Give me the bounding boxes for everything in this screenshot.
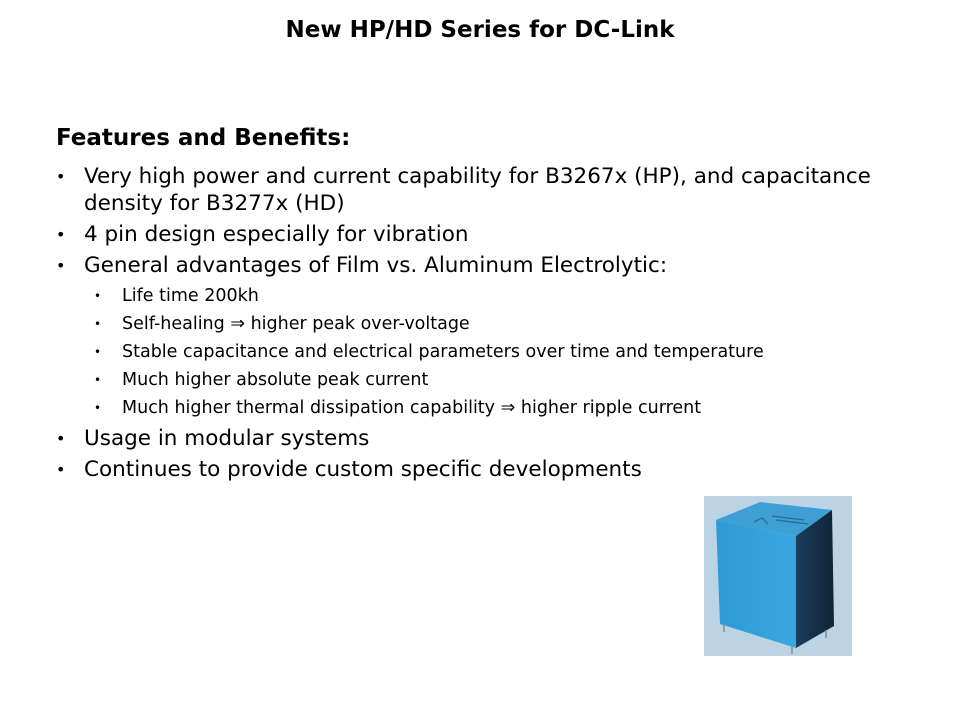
sub-bullet-item: • Stable capacitance and electrical parameters over time and temperature xyxy=(84,341,936,363)
sub-bullet-item: • Much higher thermal dissipation capability ⇒ higher ripple current xyxy=(84,397,936,419)
implies-arrow-icon: ⇒ xyxy=(500,398,516,418)
slide-title: New HP/HD Series for DC-Link xyxy=(285,17,675,43)
bullet-item: • Usage in modular systems xyxy=(56,425,936,452)
sub-bullet-list xyxy=(84,285,936,419)
bullet-item: • 4 pin design especially for vibration xyxy=(56,221,936,248)
capacitor-icon xyxy=(704,496,852,656)
bullet-item: • Continues to provide custom specific developments xyxy=(56,456,936,483)
sub-bullet-item: • Much higher absolute peak current xyxy=(84,369,936,391)
sub-bullet-item: • Self-healing ⇒ higher peak over-voltage xyxy=(84,313,936,335)
feature-list xyxy=(56,163,936,487)
bullet-item: • Very high power and current capability for B3267x (HP), and capacitance density for B3277x (HD) xyxy=(56,163,936,217)
bullet-item: • General advantages of Film vs. Aluminum Electrolytic: • Life time 200kh • Self-healing ⇒ higher peak over-voltage • Stable capacitance and electrical parameters over time and temperature • Much higher absolute peak current • Much higher thermal dissipation capability ⇒ higher ripple current xyxy=(56,252,936,419)
implies-arrow-icon: ⇒ xyxy=(230,314,246,334)
sub-bullet-item: • Life time 200kh xyxy=(84,285,936,307)
section-heading: Features and Benefits: xyxy=(56,125,351,151)
capacitor-image xyxy=(704,496,852,656)
